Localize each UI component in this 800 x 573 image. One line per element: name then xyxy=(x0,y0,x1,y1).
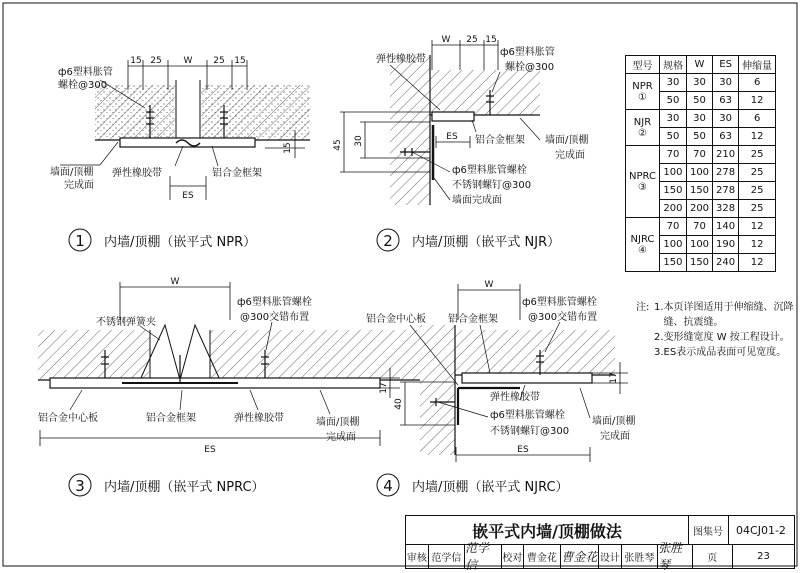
table-cell: 30 xyxy=(659,110,686,128)
d2-dim-30: 30 xyxy=(354,135,364,147)
review-label: 审核 xyxy=(406,544,429,568)
d4-rubber-label: 弹性橡胶带 xyxy=(490,392,540,403)
table-cell: 25 xyxy=(739,146,776,164)
note-2-text: 变形缝宽度 W 按工程设计。 xyxy=(663,332,790,343)
d1-dim-25b: 25 xyxy=(213,56,225,66)
table-cell: 50 xyxy=(659,92,686,110)
table-cell: 278 xyxy=(713,182,739,200)
d1-caption: 内墙/顶棚（嵌平式 NPR） xyxy=(104,235,257,250)
table-cell: 150 xyxy=(686,182,712,200)
col-w: W xyxy=(686,56,712,74)
d4-dim-17: 17 xyxy=(609,372,619,384)
model-code: ① xyxy=(637,91,647,103)
note-row xyxy=(636,330,796,345)
spec-table-body xyxy=(626,74,776,272)
d1-joint-gap xyxy=(175,80,201,142)
model-cell xyxy=(626,110,660,146)
d1-bolt-label: ф6塑料胀管 xyxy=(58,67,113,78)
d4-frame xyxy=(462,373,592,383)
d1-dim-25a: 25 xyxy=(150,56,162,66)
page-label: 页 xyxy=(693,544,733,568)
table-cell: 12 xyxy=(739,218,776,236)
d1-number: 1 xyxy=(75,232,85,250)
d3-wall-label: 墙面/顶棚 xyxy=(316,417,360,428)
table-cell: 30 xyxy=(686,110,712,128)
note-row xyxy=(636,345,796,360)
model-cell xyxy=(626,74,660,110)
table-cell: 25 xyxy=(739,182,776,200)
table-cell: 278 xyxy=(713,164,739,182)
d4-wall-label2: 完成面 xyxy=(600,431,630,442)
d1-dim-15a: 15 xyxy=(130,56,142,66)
d3-number: 3 xyxy=(75,477,85,495)
d2-ceiling-hatch xyxy=(430,70,540,115)
d2-dim-es: ES xyxy=(446,132,458,142)
d4-dim-40: 40 xyxy=(394,398,404,410)
d4-dim-es: ES xyxy=(517,445,529,455)
table-cell: 150 xyxy=(686,254,712,272)
d3-dim-17: 17 xyxy=(379,382,389,394)
d2-finish-label: 墙面完成面 xyxy=(452,195,502,206)
checker-name: 曹金花 xyxy=(524,544,560,568)
d3-center-label: 铝合金中心板 xyxy=(38,413,98,424)
d3-rubber-label: 弹性橡胶带 xyxy=(234,413,284,424)
d2-frame xyxy=(432,112,474,121)
table-cell: 140 xyxy=(713,218,739,236)
detail-3 xyxy=(38,277,420,496)
d3-dim-es: ES xyxy=(204,445,216,455)
table-cell: 190 xyxy=(713,236,739,254)
design-label: 设计 xyxy=(599,544,622,568)
atlas-label: 图集号 xyxy=(688,516,729,545)
note-3-text: ES表示成品表面可见宽度。 xyxy=(663,347,787,358)
table-cell: 25 xyxy=(739,164,776,182)
model-cell xyxy=(626,218,660,272)
note-1-num: 1. xyxy=(654,302,664,313)
d2-dim-45: 45 xyxy=(333,139,343,151)
model-code: ③ xyxy=(637,181,647,193)
drawing-title: 嵌平式内墙/顶棚做法 xyxy=(406,516,689,545)
model-name: NPRC xyxy=(629,170,656,182)
table-cell: 240 xyxy=(713,254,739,272)
table-cell: 200 xyxy=(686,200,712,218)
table-cell: 6 xyxy=(739,110,776,128)
table-cell: 210 xyxy=(713,146,739,164)
model-name: NPR xyxy=(632,80,653,92)
table-cell: 63 xyxy=(713,92,739,110)
d3-spring-label: 不锈钢弹簧夹 xyxy=(96,317,156,328)
table-cell: 200 xyxy=(659,200,686,218)
d2-dim-15: 15 xyxy=(485,35,497,45)
d2-bolt-label2: 螺栓@300 xyxy=(505,62,555,73)
d3-wall-hatch-left xyxy=(38,330,150,380)
spec-table-row xyxy=(626,110,776,128)
spec-table-row xyxy=(626,218,776,236)
d4-frame-label: 铝合金框架 xyxy=(448,314,498,325)
spec-table xyxy=(625,55,776,272)
spec-table-header xyxy=(626,56,776,74)
d2-frame-label: 铝合金框架 xyxy=(475,135,525,146)
d4-caption: 内墙/顶棚（嵌平式 NJRC） xyxy=(412,480,569,495)
col-spec: 规格 xyxy=(659,56,686,74)
d4-nail-label: 不锈钢螺钉@300 xyxy=(490,426,570,437)
model-code: ② xyxy=(637,127,647,139)
detail-2 xyxy=(333,35,588,251)
d4-center-label: 铝合金中心板 xyxy=(366,314,426,325)
d3-wall-label2: 完成面 xyxy=(326,432,356,443)
table-cell: 12 xyxy=(739,92,776,110)
spec-table-row xyxy=(626,74,776,92)
spec-table-row xyxy=(626,146,776,164)
table-cell: 12 xyxy=(739,236,776,254)
table-cell: 100 xyxy=(686,236,712,254)
d1-frame-label: 铝合金框架 xyxy=(212,168,262,179)
table-cell: 30 xyxy=(659,74,686,92)
model-name: NJR xyxy=(633,116,652,128)
d2-nail-label: 不锈钢螺钉@300 xyxy=(452,180,532,191)
notes xyxy=(636,300,796,360)
d1-dim-w: W xyxy=(183,56,193,66)
signature-row xyxy=(406,541,794,572)
d4-bolt-label3: ф6塑料胀管螺栓 xyxy=(490,410,565,421)
table-cell: 100 xyxy=(686,164,712,182)
table-cell: 6 xyxy=(739,74,776,92)
table-cell: 100 xyxy=(659,164,686,182)
table-cell: 63 xyxy=(713,128,739,146)
d2-caption: 内墙/顶棚（嵌平式 NJR） xyxy=(412,235,561,250)
table-cell: 150 xyxy=(659,254,686,272)
d2-dim-w: W xyxy=(441,35,451,45)
designer-signature: 张胜琴 xyxy=(658,544,692,568)
table-cell: 12 xyxy=(739,254,776,272)
d1-dim-15c: 15 xyxy=(283,142,293,154)
d4-dim-w: W xyxy=(484,280,494,290)
d4-wall-label: 墙面/顶棚 xyxy=(592,416,636,427)
atlas-number: 04CJ01-2 xyxy=(728,516,794,545)
table-cell: 50 xyxy=(686,92,712,110)
note-3-num: 3. xyxy=(654,347,664,358)
d1-dim-15b: 15 xyxy=(234,56,246,66)
table-cell: 30 xyxy=(713,74,739,92)
reviewer-signature: 范学信 xyxy=(465,544,501,568)
d1-wall-label: 墙面/顶棚 xyxy=(50,167,94,178)
reviewer-name: 范学信 xyxy=(429,544,465,568)
d1-wall-label2: 完成面 xyxy=(64,180,94,191)
detail-1 xyxy=(50,56,310,251)
title-block xyxy=(405,515,795,572)
table-cell: 328 xyxy=(713,200,739,218)
designer-name: 张胜琴 xyxy=(622,544,658,568)
table-cell: 70 xyxy=(686,218,712,236)
d2-rubber-label: 弹性橡胶带 xyxy=(376,54,426,65)
d1-bolt-label2: 螺栓@300 xyxy=(58,80,108,91)
table-cell: 70 xyxy=(659,146,686,164)
table-cell: 50 xyxy=(686,128,712,146)
note-1-text: 本页详图适用于伸缩缝、沉降缝、抗震缝。 xyxy=(663,302,794,328)
model-cell xyxy=(626,146,660,218)
d4-ceiling-hatch xyxy=(455,330,615,375)
checker-signature: 曹金花 xyxy=(561,544,599,568)
d3-dim-w: W xyxy=(170,277,180,287)
d2-bolt-label3: ф6塑料胀管螺栓 xyxy=(452,165,527,176)
model-name: NJRC xyxy=(630,233,655,245)
detail-4 xyxy=(366,280,635,496)
col-model: 型号 xyxy=(626,56,660,74)
d2-wall-label2: 完成面 xyxy=(555,150,585,161)
check-label: 校对 xyxy=(502,544,525,568)
table-cell: 70 xyxy=(659,218,686,236)
d4-bolt-label: ф6塑料胀管螺栓 xyxy=(522,297,597,308)
d3-wall-hatch-right xyxy=(210,330,420,380)
table-cell: 30 xyxy=(686,74,712,92)
table-cell: 100 xyxy=(659,236,686,254)
d2-dim-25: 25 xyxy=(466,35,478,45)
d1-rubber-label: 弹性橡胶带 xyxy=(112,168,162,179)
model-code: ④ xyxy=(637,244,647,256)
table-cell: 25 xyxy=(739,200,776,218)
d3-caption: 内墙/顶棚（嵌平式 NPRC） xyxy=(104,480,265,495)
note-2-num: 2. xyxy=(654,332,664,343)
notes-label: 注: xyxy=(636,302,650,313)
d3-frame-label: 铝合金框架 xyxy=(146,413,196,424)
d4-number: 4 xyxy=(383,477,393,495)
d1-dim-es: ES xyxy=(182,191,194,201)
table-cell: 150 xyxy=(659,182,686,200)
d3-bolt-label2: @300交错布置 xyxy=(240,312,310,323)
d3-bolt-label: ф6塑料胀管螺栓 xyxy=(237,297,312,308)
d2-wall-label: 墙面/顶棚 xyxy=(545,135,589,146)
d2-bolt-label: ф6塑料胀管 xyxy=(500,47,555,58)
table-cell: 30 xyxy=(713,110,739,128)
col-movement: 伸缩量 xyxy=(739,56,776,74)
col-es: ES xyxy=(713,56,739,74)
note-row xyxy=(636,300,796,330)
d4-bolt-label2: @300交错布置 xyxy=(528,312,598,323)
d2-wall-hatch xyxy=(390,55,430,205)
page-number: 23 xyxy=(757,550,770,562)
table-cell: 12 xyxy=(739,128,776,146)
table-cell: 70 xyxy=(686,146,712,164)
table-cell: 50 xyxy=(659,128,686,146)
d2-number: 2 xyxy=(383,232,393,250)
